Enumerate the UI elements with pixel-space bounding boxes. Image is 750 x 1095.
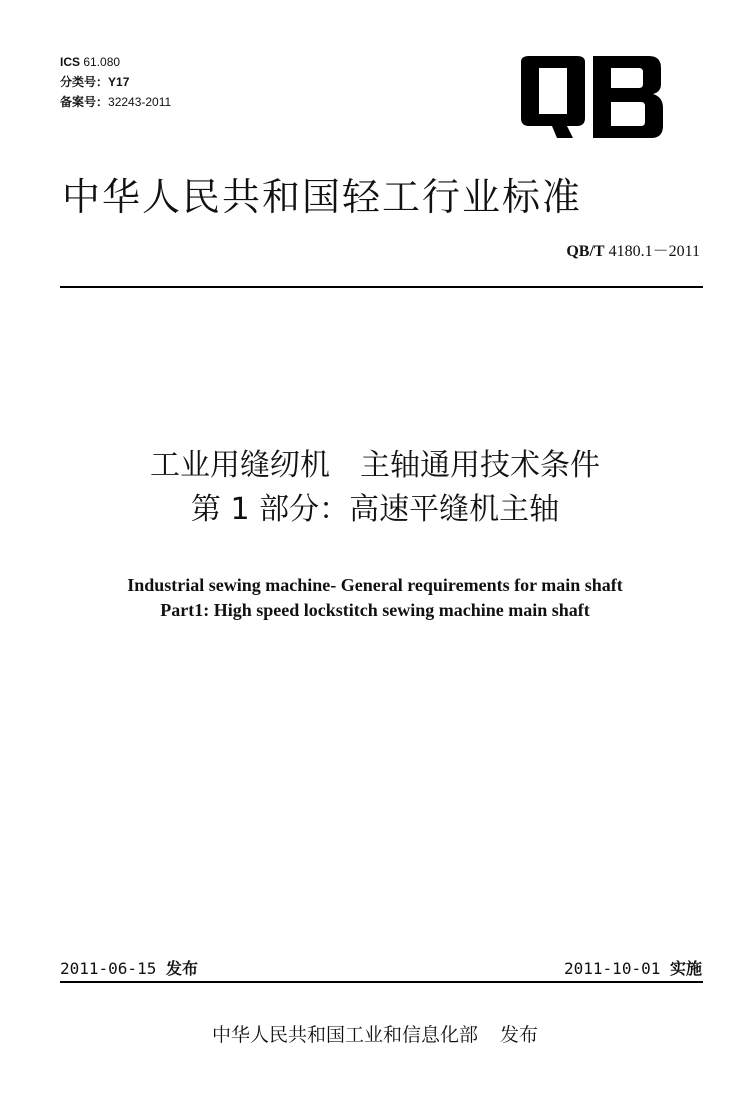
ics-value: 61.080	[83, 55, 121, 69]
standard-category-title: 中华人民共和国轻工行业标准	[62, 175, 583, 219]
document-title-cn-line1: 工业用缝纫机 主轴通用技术条件	[150, 448, 600, 483]
classification-value: Y17	[108, 75, 130, 89]
record-line	[60, 92, 171, 112]
publish-label: 发布	[165, 959, 198, 978]
ics-line	[60, 52, 171, 72]
issuer-name: 中华人民共和国工业和信息化部	[211, 1024, 478, 1046]
publish-date	[60, 956, 198, 979]
document-metadata	[60, 52, 171, 112]
implement-date	[564, 956, 702, 979]
standard-number-value: 4180.1－2011	[608, 243, 700, 260]
implement-date-value: 2011-10-01	[564, 959, 661, 978]
footer-divider	[60, 981, 703, 983]
ics-label: ICS	[60, 55, 81, 69]
qb-logo	[515, 56, 665, 144]
issuing-authority	[0, 1020, 750, 1047]
issuer-action: 发布	[500, 1024, 539, 1046]
document-title-en-line1: Industrial sewing machine- General requirements for main shaft	[127, 575, 623, 595]
header-divider	[60, 286, 703, 288]
implement-label: 实施	[669, 959, 702, 978]
classification-label: 分类号：	[60, 75, 109, 89]
publish-date-value: 2011-06-15	[60, 959, 157, 978]
standard-number	[566, 238, 700, 261]
document-title-en-line2: Part1: High speed lockstitch sewing machine main shaft	[160, 600, 590, 620]
standard-number-prefix: QB/T	[566, 243, 605, 260]
document-title-cn-line2: 第 1 部分：高速平缝机主轴	[190, 492, 560, 527]
record-label: 备案号：	[60, 95, 109, 109]
classification-line	[60, 72, 171, 92]
record-value: 32243-2011	[108, 95, 172, 109]
